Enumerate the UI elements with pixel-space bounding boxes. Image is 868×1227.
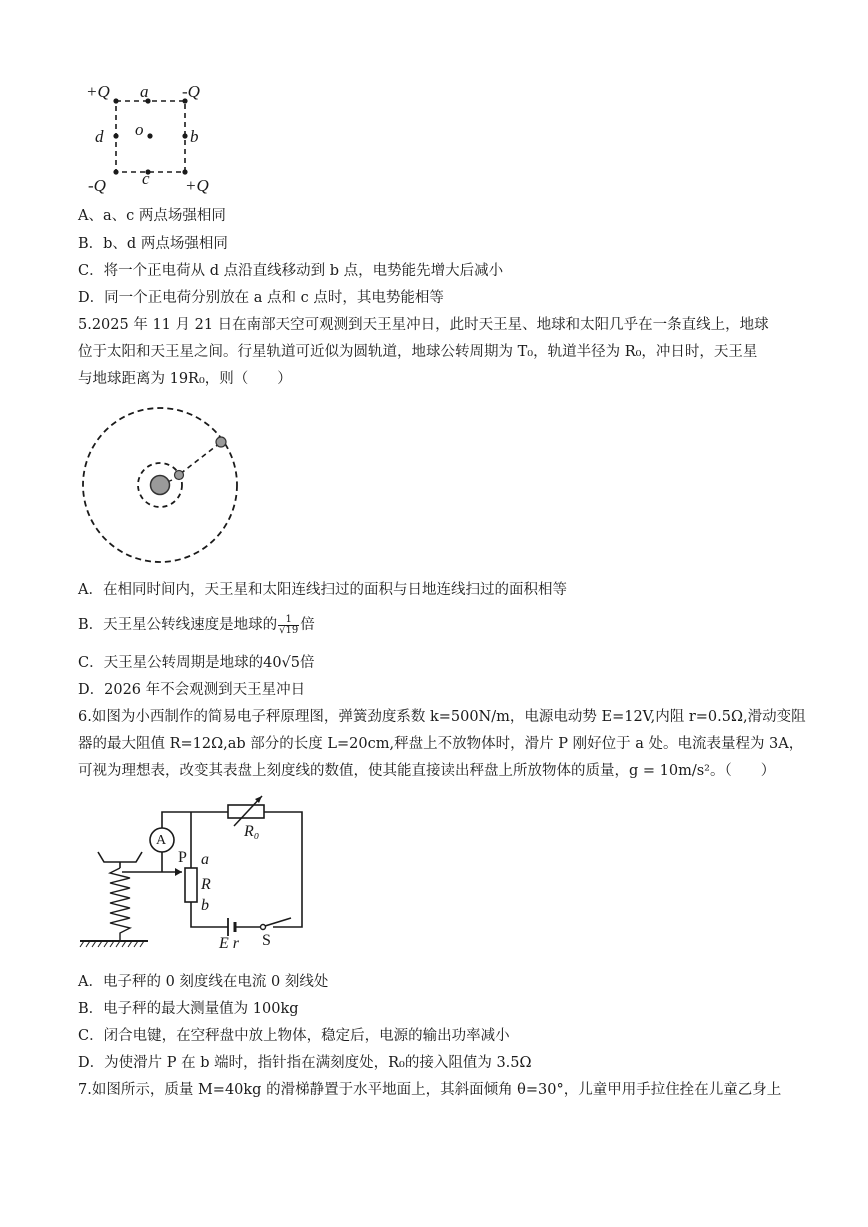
- point-d: [113, 133, 118, 138]
- spring-icon: [110, 868, 130, 940]
- point-o: [147, 133, 152, 138]
- q5-option-b-fraction: [278, 615, 299, 636]
- q5-option-b-suffix: 倍: [300, 617, 315, 633]
- b-label: b: [201, 897, 209, 914]
- a-label: a: [201, 851, 209, 868]
- q5-option-a: A．在相同时间内，天王星和太阳连线扫过的面积与日地连线扫过的面积相等: [78, 582, 567, 598]
- corner-point-br: [182, 169, 187, 174]
- q6-stem-line-3: 可视为理想表，改变其表盘上刻度线的数值，使其能直接读出秤盘上所放物体的质量，g = 10m/s²。（ ）: [78, 763, 776, 779]
- label-plus-q-br: +Q: [185, 176, 209, 195]
- q6-option-a: A．电子秤的 0 刻度线在电流 0 刻线处: [78, 974, 329, 990]
- sun-earth-uranus-line: [180, 443, 220, 474]
- uranus-icon: [216, 437, 226, 447]
- label-b: b: [190, 127, 199, 146]
- q5-stem-line-3: 与地球距离为 19R₀，则（ ）: [78, 371, 292, 387]
- wire-bottom-left: [191, 902, 228, 927]
- resistor-r: [185, 868, 197, 902]
- q4-option-a: A、a、c 两点场强相同: [78, 208, 226, 224]
- scale-pan-icon: [98, 852, 142, 862]
- switch-blade: [265, 918, 291, 926]
- label-o: o: [135, 120, 144, 139]
- er-label: E r: [219, 935, 239, 952]
- r-label: R: [201, 876, 211, 893]
- switch-label: S: [262, 932, 271, 949]
- q6-option-d: D．为使滑片 P 在 b 端时，指针指在满刻度处，R₀的接入阻值为 3.5Ω: [78, 1055, 532, 1071]
- q5-option-b: [78, 614, 315, 636]
- corner-point-tl: [113, 98, 118, 103]
- label-minus-q-bl: -Q: [88, 176, 106, 195]
- orbit-figure: [80, 400, 240, 568]
- wire-right: [264, 812, 302, 927]
- q5-stem-line-1: 5.2025 年 11 月 21 日在南部天空可观测到天王星冲日，此时天王星、地球和太阳几乎在一条直线上，地球: [78, 317, 769, 333]
- label-d: d: [95, 127, 104, 146]
- scale-circuit-figure: [78, 790, 318, 960]
- r0-label: R₀: [244, 823, 260, 840]
- q5-option-b-text: B．天王星公转线速度是地球的: [78, 617, 278, 633]
- point-b: [182, 133, 187, 138]
- q5-option-c: C．天王星公转周期是地球的40√5倍: [78, 655, 315, 671]
- q6-option-b: B．电子秤的最大测量值为 100kg: [78, 1001, 299, 1017]
- q6-stem-line-2: 器的最大阻值 R=12Ω,ab 部分的长度 L=20cm,秤盘上不放物体时，滑片 P 刚好位于 a 处。电流表量程为 3A，: [78, 736, 804, 752]
- label-plus-q-tl: +Q: [86, 82, 110, 101]
- sun-icon: [151, 476, 170, 495]
- q5-option-d: D．2026 年不会观测到天王星冲日: [78, 682, 306, 698]
- rheostat-r0: [228, 805, 264, 818]
- label-minus-q-tr: -Q: [182, 82, 200, 101]
- p-label: P: [178, 849, 187, 866]
- slider-arrowhead: [175, 868, 182, 876]
- corner-point-bl: [113, 169, 118, 174]
- q4-option-c: C．将一个正电荷从 d 点沿直线移动到 b 点，电势能先增大后减小: [78, 263, 504, 279]
- q6-option-c: C．闭合电键，在空秤盘中放上物体，稳定后，电源的输出功率减小: [78, 1028, 510, 1044]
- q7-stem-line-1: 7.如图所示，质量 M=40kg 的滑梯静置于水平地面上，其斜面倾角 θ=30°，儿童甲用手拉住拴在儿童乙身上: [78, 1082, 782, 1098]
- q5-stem-line-2: 位于太阳和天王星之间。行星轨道可近似为圆轨道，地球公转周期为 T₀，轨道半径为 R₀，冲日时，天王星: [78, 344, 758, 360]
- q6-stem-line-1: 6.如图为小西制作的简易电子秤原理图，弹簧劲度系数 k=500N/m，电源电动势 E=12V,内阻 r=0.5Ω,滑动变阻: [78, 709, 806, 725]
- fraction-denominator: √19: [279, 624, 299, 636]
- q4-option-d: D．同一个正电荷分别放在 a 点和 c 点时，其电势能相等: [78, 290, 444, 306]
- q4-option-b: B．b、d 两点场强相同: [78, 236, 228, 252]
- switch-terminal-left: [261, 925, 266, 930]
- label-a: a: [140, 82, 149, 101]
- fraction-numerator: 1: [278, 615, 299, 626]
- label-c: c: [142, 169, 150, 188]
- ammeter-label: A: [156, 833, 167, 848]
- earth-icon: [175, 471, 184, 480]
